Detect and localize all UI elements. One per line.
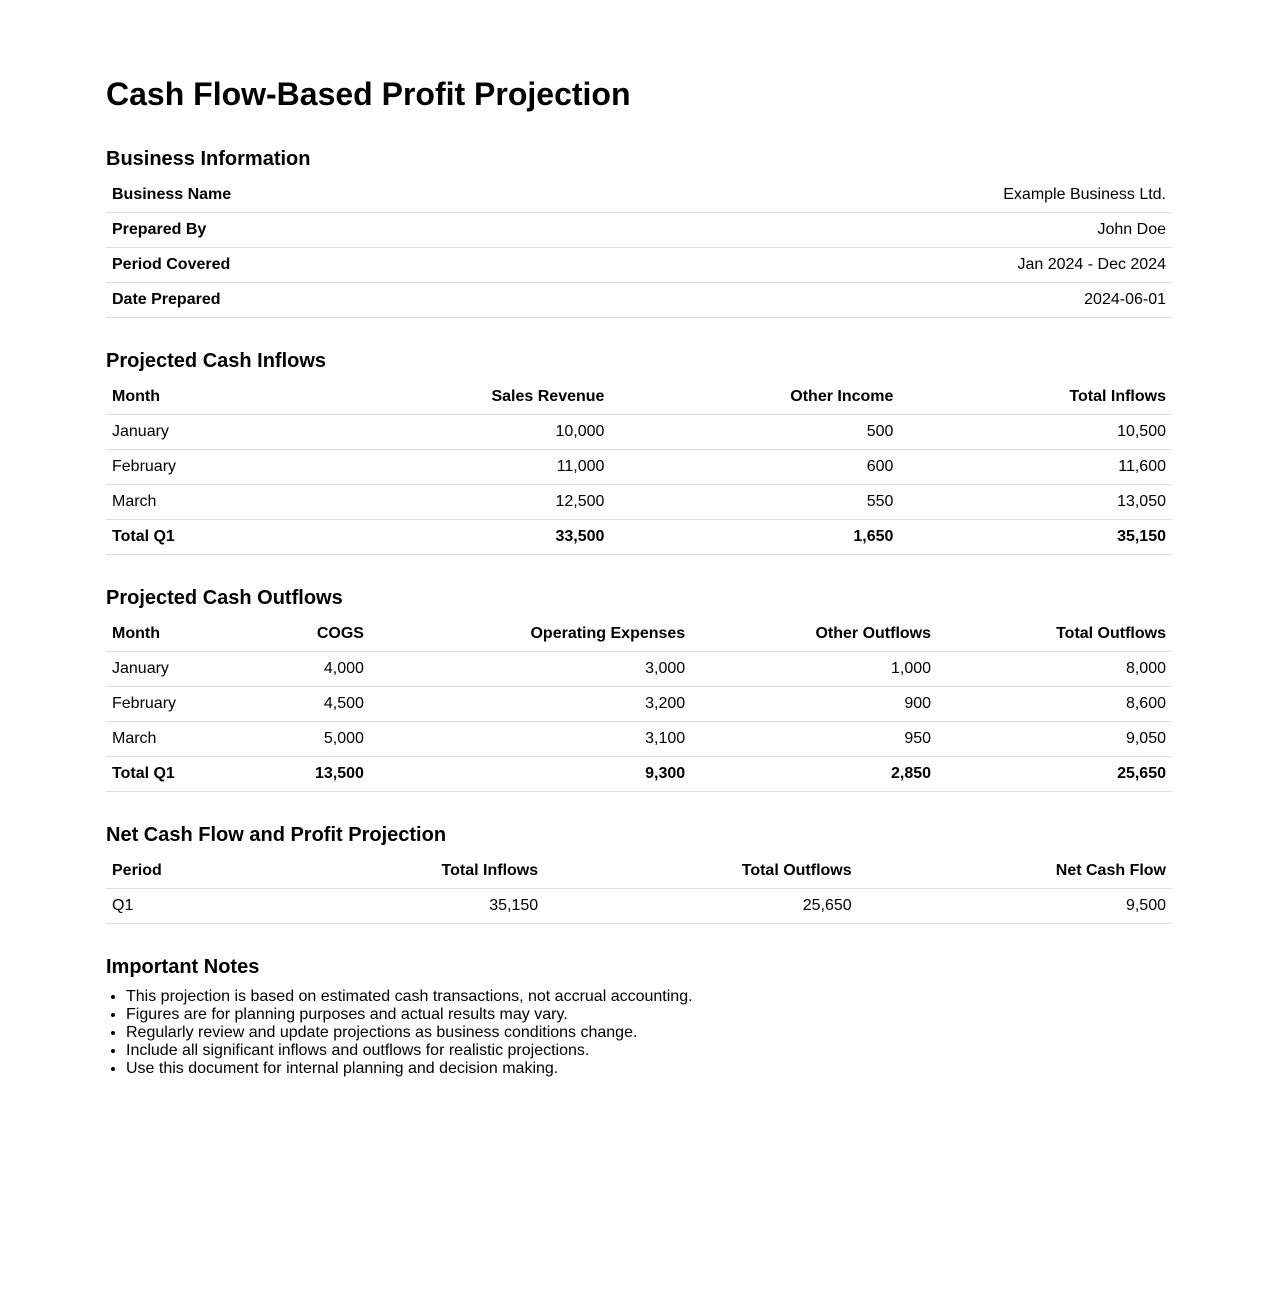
table-cell: February (106, 450, 297, 485)
notes-heading: Important Notes (106, 956, 260, 978)
business-info-table (106, 178, 1172, 318)
business-name-label: Business Name (106, 178, 563, 213)
list-item: • Regularly review and update projections as business conditions change. (126, 1024, 1172, 1042)
list-item: • Figures are for planning purposes and actual results may vary. (126, 1006, 1172, 1024)
net-cash-flow-table (106, 854, 1172, 924)
outflows-heading: Projected Cash Outflows (106, 587, 343, 609)
table-header-row (106, 854, 1172, 889)
table-cell: 1,000 (691, 652, 937, 687)
table-cell: 35,150 (899, 520, 1172, 555)
table-cell: 3,200 (370, 687, 691, 722)
column-header: Period (106, 854, 265, 889)
table-cell: 1,650 (610, 520, 899, 555)
inflows-heading: Projected Cash Inflows (106, 350, 327, 372)
table-cell: 13,500 (253, 757, 370, 792)
period-covered-value: Jan 2024 - Dec 2024 (563, 248, 1172, 283)
notes-list (106, 988, 1172, 1078)
net-cash-flow-section (106, 822, 1172, 924)
table-cell: 8,600 (937, 687, 1172, 722)
inflows-section (106, 348, 1172, 555)
table-cell: 33,500 (297, 520, 611, 555)
table-row (106, 687, 1172, 722)
table-cell: 4,000 (253, 652, 370, 687)
outflows-table (106, 617, 1172, 792)
table-cell: 9,050 (937, 722, 1172, 757)
table-cell: 8,000 (937, 652, 1172, 687)
table-header-row (106, 380, 1172, 415)
table-cell: Q1 (106, 889, 265, 924)
business-info-heading: Business Information (106, 148, 311, 170)
table-cell: 11,600 (899, 450, 1172, 485)
date-prepared-value: 2024-06-01 (563, 283, 1172, 318)
inflows-table (106, 380, 1172, 555)
table-row (106, 485, 1172, 520)
column-header: Net Cash Flow (858, 854, 1172, 889)
outflows-section (106, 585, 1172, 792)
table-cell: 11,000 (297, 450, 611, 485)
column-header: Month (106, 380, 297, 415)
column-header: Total Inflows (899, 380, 1172, 415)
table-total-row (106, 757, 1172, 792)
table-header-row (106, 617, 1172, 652)
table-cell: 35,150 (265, 889, 544, 924)
column-header: Sales Revenue (297, 380, 611, 415)
table-row (106, 283, 1172, 318)
table-cell: 9,500 (858, 889, 1172, 924)
table-cell: 4,500 (253, 687, 370, 722)
list-item: • Use this document for internal planning and decision making. (126, 1060, 1172, 1078)
table-cell: 900 (691, 687, 937, 722)
table-row (106, 450, 1172, 485)
prepared-by-label: Prepared By (106, 213, 563, 248)
business-name-value: Example Business Ltd. (563, 178, 1172, 213)
table-row (106, 722, 1172, 757)
table-row (106, 652, 1172, 687)
table-cell: 600 (610, 450, 899, 485)
table-cell: 25,650 (544, 889, 858, 924)
table-cell: 10,500 (899, 415, 1172, 450)
column-header: Operating Expenses (370, 617, 691, 652)
table-cell: 13,050 (899, 485, 1172, 520)
table-cell: 500 (610, 415, 899, 450)
table-cell: 5,000 (253, 722, 370, 757)
table-cell: January (106, 652, 253, 687)
page-title: Cash Flow-Based Profit Projection (106, 76, 631, 112)
date-prepared-label: Date Prepared (106, 283, 563, 318)
table-cell: 9,300 (370, 757, 691, 792)
table-cell: 2,850 (691, 757, 937, 792)
table-cell: Total Q1 (106, 520, 297, 555)
table-total-row (106, 520, 1172, 555)
table-cell: January (106, 415, 297, 450)
table-cell: March (106, 485, 297, 520)
column-header: Total Outflows (937, 617, 1172, 652)
table-cell: 10,000 (297, 415, 611, 450)
column-header: COGS (253, 617, 370, 652)
period-covered-label: Period Covered (106, 248, 563, 283)
table-cell: March (106, 722, 253, 757)
business-info-section (106, 146, 1172, 318)
table-cell: 25,650 (937, 757, 1172, 792)
notes-section (106, 954, 1172, 1078)
prepared-by-value: John Doe (563, 213, 1172, 248)
list-item: • This projection is based on estimated cash transactions, not accrual accounting. (126, 988, 1172, 1006)
column-header: Month (106, 617, 253, 652)
column-header: Total Outflows (544, 854, 858, 889)
table-cell: 550 (610, 485, 899, 520)
table-row (106, 178, 1172, 213)
table-cell: 3,000 (370, 652, 691, 687)
table-cell: February (106, 687, 253, 722)
table-row (106, 213, 1172, 248)
list-item: • Include all significant inflows and outflows for realistic projections. (126, 1042, 1172, 1060)
table-cell: 950 (691, 722, 937, 757)
column-header: Total Inflows (265, 854, 544, 889)
table-cell: 12,500 (297, 485, 611, 520)
table-row (106, 248, 1172, 283)
column-header: Other Income (610, 380, 899, 415)
column-header: Other Outflows (691, 617, 937, 652)
table-row (106, 415, 1172, 450)
table-cell: Total Q1 (106, 757, 253, 792)
table-row (106, 889, 1172, 924)
table-cell: 3,100 (370, 722, 691, 757)
net-cash-flow-heading: Net Cash Flow and Profit Projection (106, 824, 447, 846)
